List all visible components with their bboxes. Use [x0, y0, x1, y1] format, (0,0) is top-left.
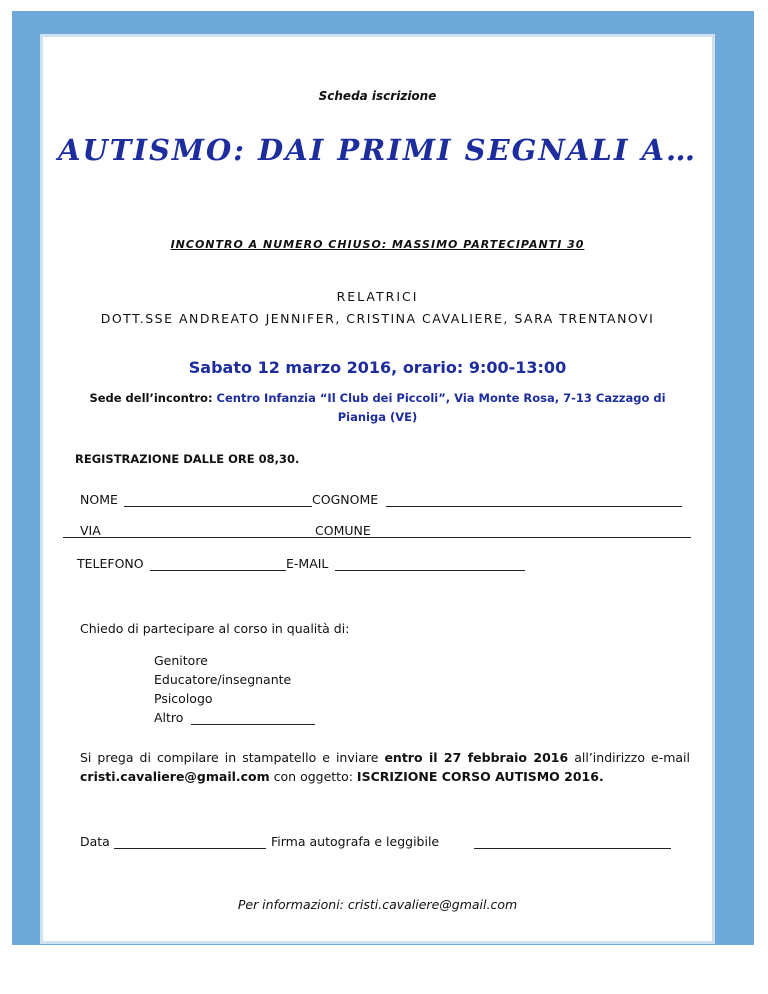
- data-label: Data: [80, 834, 110, 849]
- instructions-text-1: Si prega di compilare in stampatello e inviare: [80, 750, 385, 765]
- firma-field[interactable]: [474, 834, 671, 849]
- cognome-label: COGNOME: [312, 492, 379, 507]
- email-field[interactable]: [335, 556, 525, 571]
- event-venue: [43, 389, 712, 427]
- registration-sheet: [40, 34, 715, 944]
- event-date: Sabato 12 marzo 2016, orario: 9:00-13:00: [188, 358, 567, 377]
- option-psicologo[interactable]: Psicologo: [154, 691, 213, 706]
- instructions-email[interactable]: cristi.cavaliere@gmail.com: [80, 769, 270, 784]
- data-field[interactable]: [114, 834, 266, 849]
- telefono-label: TELEFONO: [77, 556, 144, 571]
- nome-label: NOME: [80, 492, 118, 507]
- cognome-field[interactable]: [386, 492, 682, 507]
- email-label: E-MAIL: [286, 556, 329, 571]
- deadline: entro il 27 febbraio 2016: [384, 750, 569, 765]
- instructions-text-3: con oggetto:: [269, 769, 357, 784]
- firma-label: Firma autografa e leggibile: [271, 834, 440, 849]
- capacity-note: INCONTRO A NUMERO CHIUSO: MASSIMO PARTECIPANTI 30: [170, 238, 585, 251]
- form-type-label: Scheda iscrizione: [318, 89, 437, 103]
- option-altro[interactable]: Altro: [154, 710, 184, 725]
- option-genitore[interactable]: Genitore: [154, 653, 208, 668]
- speakers-names: DOTT.SSE ANDREATO JENNIFER, CRISTINA CAVALIERE, SARA TRENTANOVI: [100, 311, 655, 326]
- registration-time: REGISTRAZIONE DALLE ORE 08,30.: [75, 452, 300, 466]
- venue-label: Sede dell’incontro:: [89, 391, 217, 405]
- telefono-field[interactable]: [150, 556, 286, 571]
- event-title: AUTISMO: DAI PRIMI SEGNALI A…: [58, 133, 697, 167]
- via-field[interactable]: [63, 523, 691, 538]
- contact-info: Per informazioni: cristi.cavaliere@gmail.com: [237, 897, 518, 912]
- speakers-heading: RELATRICI: [336, 289, 419, 304]
- via-label: VIA: [80, 523, 101, 538]
- instructions: [80, 748, 690, 786]
- role-prompt: Chiedo di partecipare al corso in qualità di:: [80, 621, 350, 636]
- email-subject: ISCRIZIONE CORSO AUTISMO 2016.: [356, 769, 604, 784]
- venue-address: Centro Infanzia “Il Club dei Piccoli”, Via Monte Rosa, 7-13 Cazzago di Pianiga (VE): [216, 391, 666, 424]
- altro-field[interactable]: [191, 710, 315, 725]
- comune-label: COMUNE: [315, 523, 371, 538]
- option-educatore[interactable]: Educatore/insegnante: [154, 672, 292, 687]
- instructions-text-2: all’indirizzo e-mail: [568, 750, 690, 765]
- nome-field[interactable]: [124, 492, 312, 507]
